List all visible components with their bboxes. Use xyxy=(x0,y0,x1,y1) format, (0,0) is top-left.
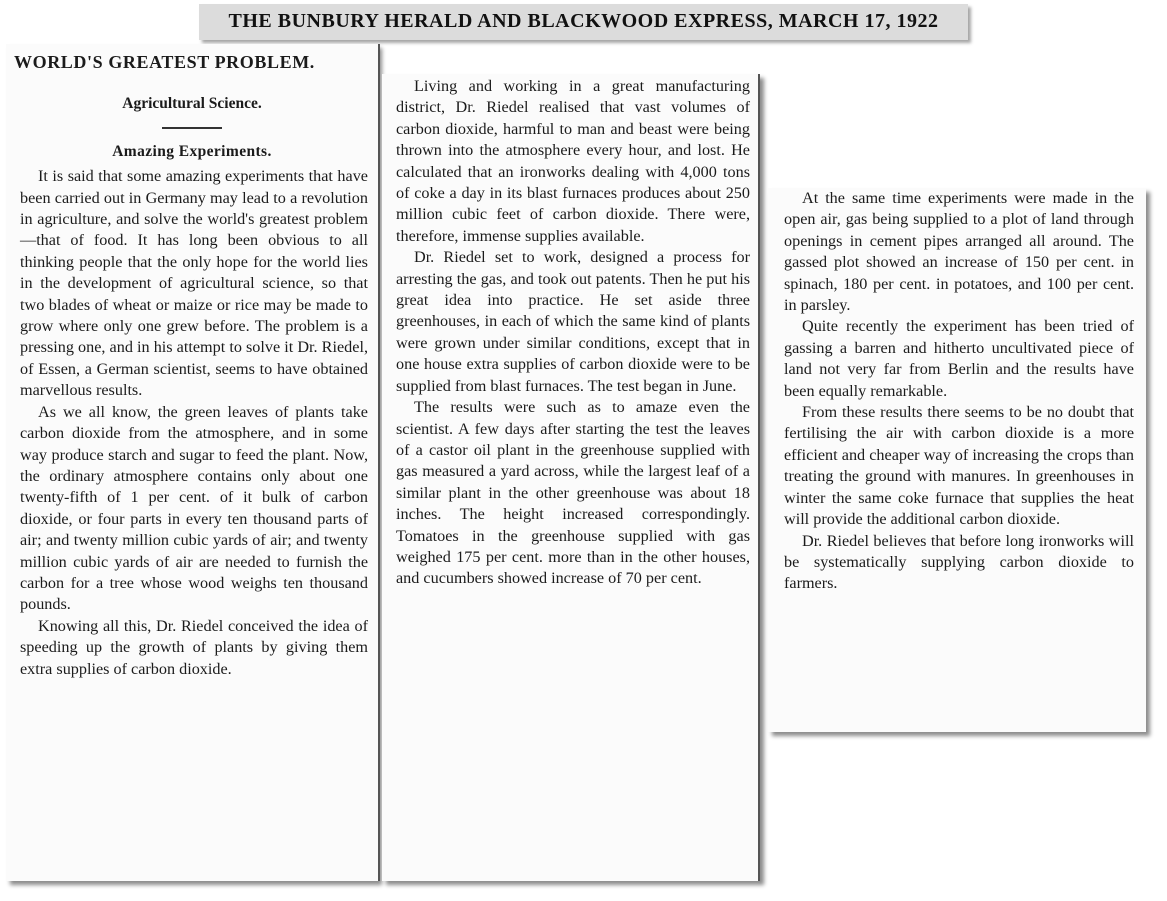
paragraph: The results were such as to amaze even the scientist. A few days after starting the test the leaves of a castor oil plant in the greenhouse supplied with gas measured a yard across, while the largest leaf of a similar plant in the other greenhouse was about 18 inches. The height increased correspondingly. Tomatoes in the greenhouse supplied with gas weighed 175 per cent. more than in the other houses, and cucumbers showed increase of 70 per cent. xyxy=(396,398,750,588)
section-heading: Agricultural Science. xyxy=(122,95,262,113)
article-column-2 xyxy=(382,74,760,881)
heading-divider xyxy=(162,127,222,129)
paragraph: Dr. Riedel set to work, designed a process for arresting the gas, and took out patents. Then he put his great idea into practice. He set aside three greenhouses, in each of which the same kind of plants were grown under similar conditions, except that in one house extra supplies of carbon dioxide were to be supplied from blast furnaces. The test began in June. xyxy=(396,248,750,395)
paragraph: At the same time experiments were made in the open air, gas being supplied to a plot of land through openings in cement pipes arranged all around. The gassed plot showed an increase of 150 per cent. in spinach, 180 per cent. in potatoes, and 100 per cent. in parsley. xyxy=(784,189,1134,315)
paragraph: Quite recently the experiment has been tried of gassing a barren and hitherto uncultivated piece of land not very far from Berlin and the results have been equally remarkable. xyxy=(784,317,1134,400)
paragraph: It is said that some amazing experiments that have been carried out in Germany may lead to a revolution in agriculture, and solve the world's greatest problem—that of food. It has long been obvious to all thinking people that the only hope for the world lies in the development of agricultural science, so that two blades of wheat or maize or rice may be made to grow where only one grew before. The problem is a pressing one, and in his attempt to solve it Dr. Riedel, of Essen, a German scientist, seems to have obtained marvellous results. xyxy=(20,167,368,400)
article-column-3 xyxy=(768,188,1146,732)
column-divider xyxy=(378,44,380,881)
masthead-bar xyxy=(0,0,1167,40)
paragraph: Dr. Riedel believes that before long ironworks will be systematically supplying carbon dioxide to farmers. xyxy=(784,531,1134,593)
sub-heading: Amazing Experiments. xyxy=(112,142,272,160)
paragraph: Living and working in a great manufacturing district, Dr. Riedel realised that vast volumes of carbon dioxide, harmful to man and beast were being thrown into the atmosphere every hour, and lost. He calculated that an ironworks dealing with 4,000 tons of coke a day in its blast furnaces produces about 250 million cubic feet of carbon dioxide. There were, therefore, immense supplies available. xyxy=(396,77,750,245)
article-headline: WORLD'S GREATEST PROBLEM. xyxy=(14,52,315,72)
paragraph: From these results there seems to be no doubt that fertilising the air with carbon dioxide is a more efficient and cheaper way of increasing the crops than treating the ground with manures. In greenhouses in winter the same coke furnace that supplies the heat will provide the additional carbon dioxide. xyxy=(784,403,1134,529)
article-column-1 xyxy=(6,44,378,881)
paragraph: As we all know, the green leaves of plants take carbon dioxide from the atmosphere, and in some way produce starch and sugar to feed the plant. Now, the ordinary atmosphere contains only about one twenty-fifth of 1 per cent. of it bulk of carbon dioxide, or four parts in every ten thousand parts of air; and twenty million cubic yards of air; and twenty million cubic yards of air are needed to furnish the carbon for a tree whose wood weighs ten thousand pounds. xyxy=(20,402,368,614)
newspaper-masthead: THE BUNBURY HERALD AND BLACKWOOD EXPRESS, MARCH 17, 1922 xyxy=(199,4,969,40)
column-divider xyxy=(758,74,760,881)
paragraph: Knowing all this, Dr. Riedel conceived the idea of speeding up the growth of plants by giving them extra supplies of carbon dioxide. xyxy=(20,616,368,678)
